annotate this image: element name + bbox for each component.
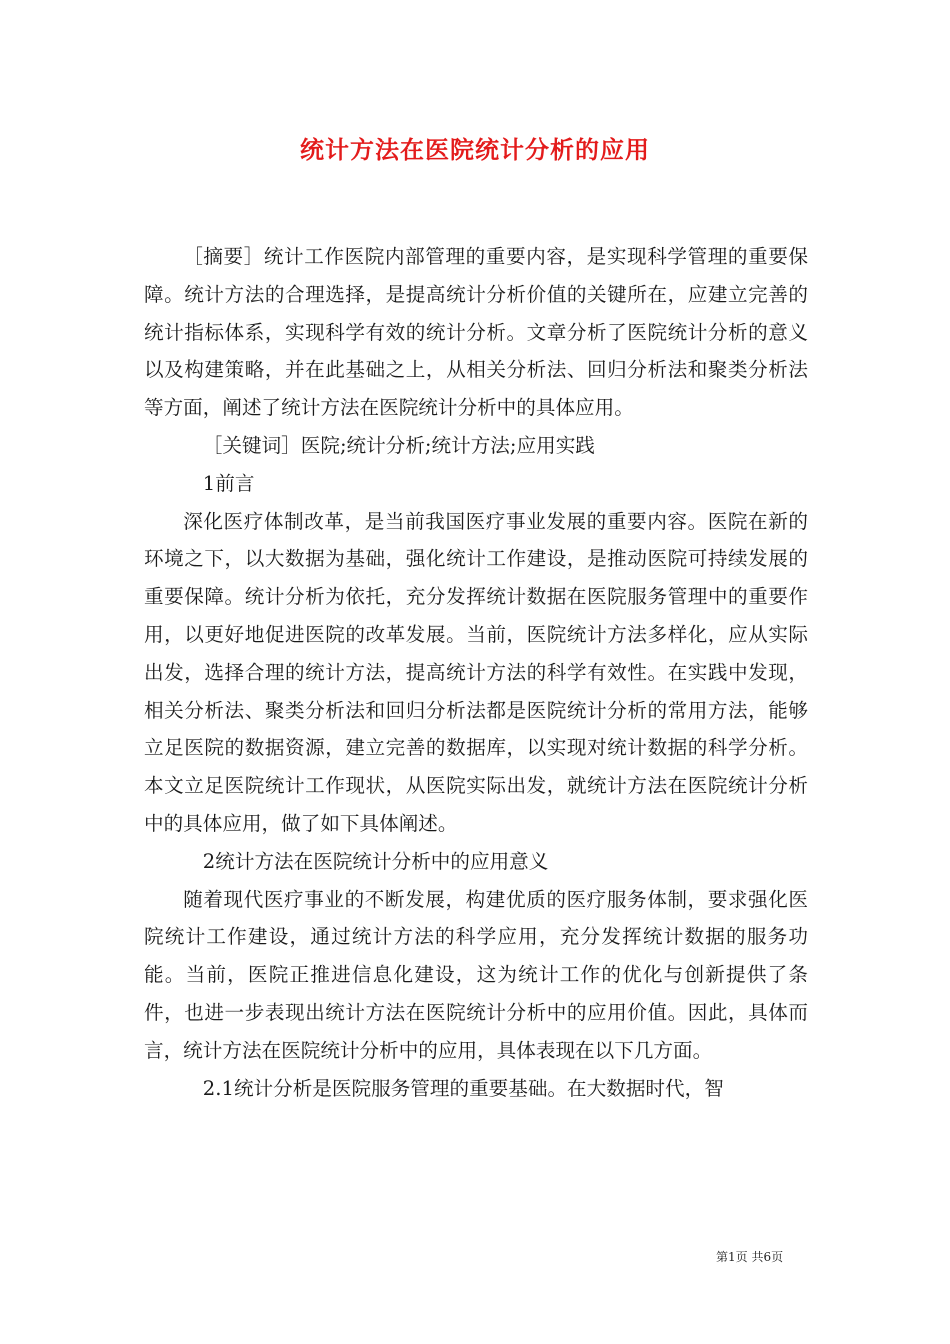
abstract-paragraph: ［摘要］统计工作医院内部管理的重要内容，是实现科学管理的重要保障。统计方法的合理选择，是提高统计分析价值的关键所在，应建立完善的统计指标体系，实现科学有效的统计分析。文章分析了医院统计分析的意义以及构建策略，并在此基础之上，从相关分析法、回归分析法和聚类分析法等方面，阐述了统计方法在医院统计分析中的具体应用。 [144,245,808,420]
keywords-paragraph: ［关键词］医院;统计分析;统计方法;应用实践 [202,433,595,457]
page-number-footer: 第1页 共6页 [716,1250,784,1264]
document-body [144,238,808,1107]
subsection-paragraph: 2.1统计分析是医院服务管理的重要基础。在大数据时代，智 [202,1076,724,1100]
section-heading-1: 1前言 [202,471,255,495]
body-paragraph: 深化医疗体制改革，是当前我国医疗事业发展的重要内容。医院在新的环境之下，以大数据为基础，强化统计工作建设，是推动医院可持续发展的重要保障。统计分析为依托，充分发挥统计数据在医院服务管理中的重要作用，以更好地促进医院的改革发展。当前，医院统计方法多样化，应从实际出发，选择合理的统计方法，提高统计方法的科学有效性。在实践中发现，相关分析法、聚类分析法和回归分析法都是医院统计分析的常用方法，能够立足医院的数据资源，建立完善的数据库，以实现对统计数据的科学分析。本文立足医院统计工作现状，从医院实际出发，就统计方法在医院统计分析中的具体应用，做了如下具体阐述。 [144,509,808,835]
body-paragraph: 随着现代医疗事业的不断发展，构建优质的医疗服务体制，要求强化医院统计工作建设，通过统计方法的科学应用，充分发挥统计数据的服务功能。当前，医院正推进信息化建设，这为统计工作的优化与创新提供了条件，也进一步表现出统计方法在医院统计分析中的应用价值。因此，具体而言，统计方法在医院统计分析中的应用，具体表现在以下几方面。 [144,887,808,1062]
document-title: 统计方法在医院统计分析的应用 [300,135,650,164]
section-heading-2: 2统计方法在医院统计分析中的应用意义 [202,849,549,873]
